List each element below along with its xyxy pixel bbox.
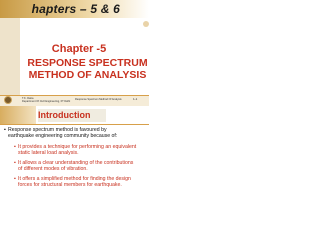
footer-page-number: 1-1: [133, 97, 138, 101]
sub-bullet-2: [14, 160, 144, 172]
chapter-label: Chapter -5: [51, 43, 107, 55]
heading-line-1: RESPONSE SPECTRUM: [27, 57, 148, 69]
heading-line-2: METHOD OF ANALYSIS: [28, 69, 147, 81]
sub-bullet-text: It offers a simplified method for finding the design forces for structural members for earthquake.: [18, 176, 131, 188]
bullet-square-icon: ▪: [14, 144, 16, 150]
sub-bullet-text: It allows a clear understanding of the contributions of different modes of vibration.: [18, 160, 134, 172]
slide1-footer: [0, 95, 149, 105]
footer-center-title: Response Spectrum Method Of Analysis: [75, 98, 122, 101]
introduction-slide: [0, 106, 149, 198]
chapters-title: hapters – 5 & 6: [31, 2, 120, 16]
slide-heading: [5, 57, 149, 81]
bullet-square-icon: ▪: [14, 160, 16, 166]
sub-bullet-1: [14, 144, 144, 156]
bullet-square-icon: ▪: [4, 127, 6, 133]
introduction-title: Introduction: [38, 110, 91, 120]
bullet-text: Response spectrum method is favoured by earthquake engineering community because of:: [8, 127, 118, 139]
footer-department: Department Of Civil Engineering, IIT Delhi: [22, 100, 71, 103]
bullet-square-icon: ▪: [14, 176, 16, 182]
sub-bullet-3: [14, 176, 144, 194]
title-slide: [0, 0, 149, 106]
sub-bullet-text: It provides a technique for performing an equivalent static lateral load analysis.: [18, 144, 137, 156]
bullet-main: [4, 127, 146, 139]
footer-author: T.K. Datta: [22, 97, 34, 100]
